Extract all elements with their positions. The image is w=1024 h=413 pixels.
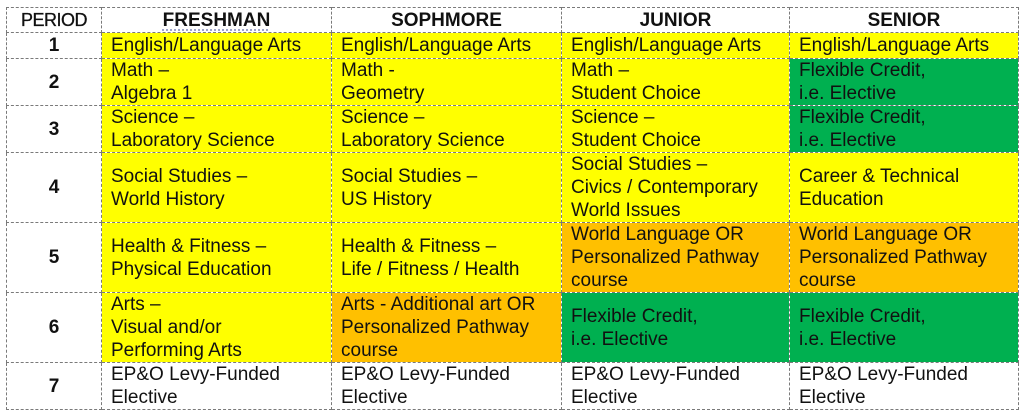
course-text-line: EP&O Levy-Funded — [571, 364, 740, 385]
course-text-line: Laboratory Science — [341, 130, 505, 151]
course-cell-freshman — [102, 223, 332, 293]
period-number: 5 — [7, 223, 102, 293]
period-row-2 — [7, 59, 1019, 106]
course-text-line: World Language OR — [799, 224, 972, 245]
course-cell-senior — [790, 293, 1019, 363]
period-row-5 — [7, 223, 1019, 293]
schedule-body — [7, 33, 1019, 410]
course-cell-sophmore — [332, 106, 562, 153]
course-text-line: i.e. Elective — [799, 83, 897, 104]
course-text-line: Personalized Pathway — [341, 317, 529, 338]
course-text-line: Flexible Credit, — [799, 107, 926, 128]
period-number: 6 — [7, 293, 102, 363]
period-number: 3 — [7, 106, 102, 153]
course-text-line: Math – — [111, 60, 170, 81]
course-text-line: EP&O Levy-Funded — [111, 364, 280, 385]
course-cell-freshman — [102, 363, 332, 410]
course-text-line: English/Language Arts — [111, 35, 302, 56]
course-cell-senior — [790, 153, 1019, 223]
course-text-line: i.e. Elective — [571, 328, 669, 350]
course-text-line: English/Language Arts — [571, 35, 762, 56]
course-text-line: course — [571, 270, 629, 291]
course-cell-freshman — [102, 106, 332, 153]
course-cell-freshman — [102, 293, 332, 363]
course-text-line: Geometry — [341, 83, 425, 104]
course-cell-junior — [562, 59, 790, 106]
header-junior: JUNIOR — [562, 8, 790, 33]
header-row — [7, 8, 1019, 33]
header-freshman-label: FRESHMAN — [162, 9, 271, 31]
course-cell-junior — [562, 106, 790, 153]
course-cell-sophmore — [332, 59, 562, 106]
course-cell-sophmore — [332, 33, 562, 59]
course-cell-senior — [790, 106, 1019, 153]
course-cell-sophmore — [332, 223, 562, 293]
course-text-line: Arts – — [111, 294, 161, 315]
course-text-line: Career & Technical — [799, 165, 960, 187]
header-freshman — [102, 8, 332, 33]
course-text-line: Social Studies – — [111, 165, 248, 187]
course-cell-freshman — [102, 153, 332, 223]
course-text-line: Personalized Pathway — [571, 247, 759, 268]
course-text-line: English/Language Arts — [341, 35, 532, 56]
course-text-line: Algebra 1 — [111, 83, 193, 104]
course-text-line: Health & Fitness – — [341, 235, 497, 257]
period-number: 2 — [7, 59, 102, 106]
course-text-line: Arts - Additional art OR — [341, 294, 536, 315]
course-text-line: Science – — [571, 107, 655, 128]
period-row-4 — [7, 153, 1019, 223]
course-cell-freshman — [102, 33, 332, 59]
course-text-line: Science – — [111, 107, 195, 128]
course-text-line: EP&O Levy-Funded — [799, 364, 968, 385]
course-schedule-table — [6, 7, 1019, 410]
header-senior: SENIOR — [790, 8, 1019, 33]
header-period: PERIOD — [7, 8, 102, 33]
course-cell-senior — [790, 33, 1019, 59]
course-text-line: World Language OR — [571, 224, 744, 245]
course-cell-freshman — [102, 59, 332, 106]
course-text-line: Life / Fitness / Health — [341, 258, 520, 280]
period-number: 1 — [7, 33, 102, 59]
course-text-line: course — [341, 340, 399, 361]
course-text-line: English/Language Arts — [799, 35, 990, 56]
course-text-line: Science – — [341, 107, 425, 128]
course-cell-senior — [790, 363, 1019, 410]
course-text-line: Performing Arts — [111, 340, 242, 361]
course-text-line: Elective — [571, 387, 638, 408]
course-text-line: Flexible Credit, — [571, 305, 698, 327]
course-cell-junior — [562, 363, 790, 410]
course-text-line: Elective — [799, 387, 866, 408]
course-text-line: i.e. Elective — [799, 130, 897, 151]
course-text-line: Math - — [341, 60, 395, 81]
header-sophmore: SOPHMORE — [332, 8, 562, 33]
course-text-line: course — [799, 270, 857, 291]
period-number: 7 — [7, 363, 102, 410]
period-number: 4 — [7, 153, 102, 223]
course-cell-sophmore — [332, 363, 562, 410]
period-row-3 — [7, 106, 1019, 153]
course-cell-junior — [562, 223, 790, 293]
course-text-line: Education — [799, 188, 884, 210]
course-cell-junior — [562, 153, 790, 223]
course-text-line: Student Choice — [571, 130, 701, 151]
course-text-line: i.e. Elective — [799, 328, 897, 350]
period-row-1 — [7, 33, 1019, 59]
course-cell-senior — [790, 59, 1019, 106]
course-cell-sophmore — [332, 293, 562, 363]
course-text-line: Math – — [571, 60, 630, 81]
course-cell-junior — [562, 293, 790, 363]
course-text-line: Personalized Pathway — [799, 247, 987, 268]
course-text-line: Elective — [111, 387, 178, 408]
course-text-line: Student Choice — [571, 83, 701, 104]
course-cell-sophmore — [332, 153, 562, 223]
course-text-line: Visual and/or — [111, 317, 222, 338]
period-row-6 — [7, 293, 1019, 363]
course-text-line: EP&O Levy-Funded — [341, 364, 510, 385]
course-text-line: World History — [111, 188, 225, 210]
course-text-line: Flexible Credit, — [799, 60, 926, 81]
course-text-line: Laboratory Science — [111, 130, 275, 151]
course-text-line: US History — [341, 188, 432, 210]
course-text-line: Social Studies – — [571, 154, 708, 175]
course-text-line: World Issues — [571, 200, 681, 221]
course-cell-senior — [790, 223, 1019, 293]
course-text-line: Physical Education — [111, 258, 272, 280]
course-text-line: Flexible Credit, — [799, 305, 926, 327]
course-text-line: Social Studies – — [341, 165, 478, 187]
course-text-line: Civics / Contemporary — [571, 177, 758, 198]
course-text-line: Health & Fitness – — [111, 235, 267, 257]
course-cell-junior — [562, 33, 790, 59]
course-text-line: Elective — [341, 387, 408, 408]
period-row-7 — [7, 363, 1019, 410]
